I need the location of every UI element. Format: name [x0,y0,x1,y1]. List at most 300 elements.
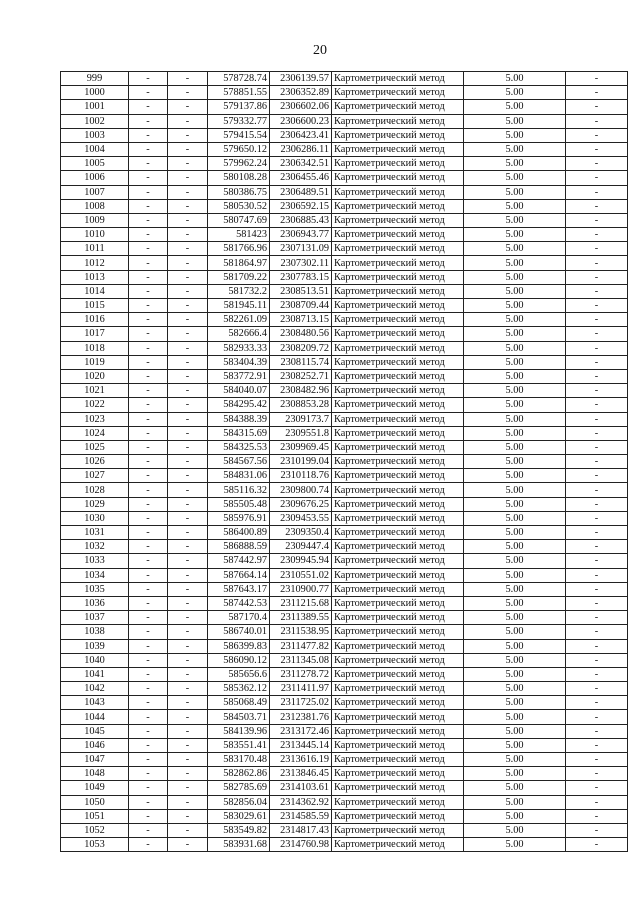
y-coordinate-cell: 2314760.98 [270,838,332,852]
y-coordinate-cell: 2310118.76 [270,469,332,483]
table-row [61,327,628,341]
prev-x-cell: - [129,710,168,724]
accuracy-cell: 5.00 [464,795,566,809]
point-number-cell: 1018 [61,341,129,355]
x-coordinate-cell: 582785.69 [208,781,270,795]
note-cell: - [566,228,628,242]
prev-x-cell: - [129,398,168,412]
table-row [61,582,628,596]
table-row [61,72,628,86]
prev-x-cell: - [129,128,168,142]
y-coordinate-cell: 2306592.15 [270,199,332,213]
method-cell: Картометрический метод [332,823,464,837]
accuracy-cell: 5.00 [464,199,566,213]
y-coordinate-cell: 2311345.08 [270,653,332,667]
prev-x-cell: - [129,838,168,852]
x-coordinate-cell: 587664.14 [208,568,270,582]
y-coordinate-cell: 2308480.56 [270,327,332,341]
accuracy-cell: 5.00 [464,299,566,313]
note-cell: - [566,767,628,781]
table-row [61,228,628,242]
accuracy-cell: 5.00 [464,809,566,823]
x-coordinate-cell: 583029.61 [208,809,270,823]
y-coordinate-cell: 2309676.25 [270,497,332,511]
x-coordinate-cell: 585976.91 [208,511,270,525]
note-cell: - [566,313,628,327]
prev-y-cell: - [168,696,208,710]
x-coordinate-cell: 587442.97 [208,554,270,568]
point-number-cell: 1022 [61,398,129,412]
x-coordinate-cell: 582856.04 [208,795,270,809]
method-cell: Картометрический метод [332,341,464,355]
method-cell: Картометрический метод [332,142,464,156]
table-row [61,596,628,610]
prev-y-cell: - [168,270,208,284]
prev-y-cell: - [168,369,208,383]
accuracy-cell: 5.00 [464,526,566,540]
note-cell: - [566,483,628,497]
prev-y-cell: - [168,781,208,795]
note-cell: - [566,270,628,284]
point-number-cell: 1005 [61,157,129,171]
method-cell: Картометрический метод [332,284,464,298]
point-number-cell: 1020 [61,369,129,383]
method-cell: Картометрический метод [332,412,464,426]
prev-y-cell: - [168,157,208,171]
note-cell: - [566,256,628,270]
y-coordinate-cell: 2306943.77 [270,228,332,242]
table-row [61,611,628,625]
method-cell: Картометрический метод [332,767,464,781]
x-coordinate-cell: 586888.59 [208,540,270,554]
note-cell: - [566,653,628,667]
prev-y-cell: - [168,100,208,114]
prev-y-cell: - [168,72,208,86]
note-cell: - [566,582,628,596]
x-coordinate-cell: 585656.6 [208,667,270,681]
prev-y-cell: - [168,823,208,837]
note-cell: - [566,682,628,696]
accuracy-cell: 5.00 [464,753,566,767]
y-coordinate-cell: 2306602.06 [270,100,332,114]
method-cell: Картометрический метод [332,710,464,724]
prev-y-cell: - [168,327,208,341]
point-number-cell: 1050 [61,795,129,809]
prev-y-cell: - [168,568,208,582]
accuracy-cell: 5.00 [464,767,566,781]
point-number-cell: 1003 [61,128,129,142]
x-coordinate-cell: 582666.4 [208,327,270,341]
method-cell: Картометрический метод [332,596,464,610]
note-cell: - [566,100,628,114]
y-coordinate-cell: 2313172.46 [270,724,332,738]
table-row [61,540,628,554]
accuracy-cell: 5.00 [464,313,566,327]
table-row [61,568,628,582]
prev-y-cell: - [168,426,208,440]
y-coordinate-cell: 2306352.89 [270,86,332,100]
point-number-cell: 1019 [61,355,129,369]
table-row [61,838,628,852]
x-coordinate-cell: 579137.86 [208,100,270,114]
method-cell: Картометрический метод [332,426,464,440]
prev-y-cell: - [168,639,208,653]
prev-y-cell: - [168,142,208,156]
prev-x-cell: - [129,724,168,738]
point-number-cell: 1004 [61,142,129,156]
y-coordinate-cell: 2306423.41 [270,128,332,142]
table-row [61,724,628,738]
x-coordinate-cell: 582261.09 [208,313,270,327]
accuracy-cell: 5.00 [464,483,566,497]
y-coordinate-cell: 2306885.43 [270,213,332,227]
method-cell: Картометрический метод [332,256,464,270]
accuracy-cell: 5.00 [464,86,566,100]
prev-y-cell: - [168,540,208,554]
note-cell: - [566,355,628,369]
x-coordinate-cell: 582933.33 [208,341,270,355]
note-cell: - [566,199,628,213]
table-row [61,682,628,696]
x-coordinate-cell: 579962.24 [208,157,270,171]
prev-x-cell: - [129,369,168,383]
y-coordinate-cell: 2314817.43 [270,823,332,837]
table-row [61,511,628,525]
table-row [61,355,628,369]
prev-y-cell: - [168,682,208,696]
x-coordinate-cell: 580747.69 [208,213,270,227]
y-coordinate-cell: 2310551.02 [270,568,332,582]
note-cell: - [566,72,628,86]
table-row [61,199,628,213]
table-row [61,100,628,114]
method-cell: Картометрический метод [332,625,464,639]
point-number-cell: 1027 [61,469,129,483]
point-number-cell: 1037 [61,611,129,625]
prev-y-cell: - [168,313,208,327]
table-row [61,639,628,653]
x-coordinate-cell: 584503.71 [208,710,270,724]
y-coordinate-cell: 2308713.15 [270,313,332,327]
note-cell: - [566,185,628,199]
x-coordinate-cell: 581864.97 [208,256,270,270]
accuracy-cell: 5.00 [464,625,566,639]
point-number-cell: 1041 [61,667,129,681]
prev-x-cell: - [129,199,168,213]
y-coordinate-cell: 2306489.51 [270,185,332,199]
table-row [61,653,628,667]
prev-x-cell: - [129,114,168,128]
y-coordinate-cell: 2308252.71 [270,369,332,383]
table-row [61,369,628,383]
x-coordinate-cell: 582862.86 [208,767,270,781]
y-coordinate-cell: 2306139.57 [270,72,332,86]
table-row [61,114,628,128]
x-coordinate-cell: 579650.12 [208,142,270,156]
accuracy-cell: 5.00 [464,440,566,454]
point-number-cell: 1034 [61,568,129,582]
prev-y-cell: - [168,455,208,469]
x-coordinate-cell: 579332.77 [208,114,270,128]
x-coordinate-cell: 581423 [208,228,270,242]
prev-x-cell: - [129,284,168,298]
prev-y-cell: - [168,171,208,185]
table-row [61,455,628,469]
method-cell: Картометрический метод [332,213,464,227]
method-cell: Картометрический метод [332,540,464,554]
y-coordinate-cell: 2313846.45 [270,767,332,781]
prev-y-cell: - [168,724,208,738]
accuracy-cell: 5.00 [464,639,566,653]
prev-x-cell: - [129,327,168,341]
table-row [61,270,628,284]
prev-x-cell: - [129,753,168,767]
x-coordinate-cell: 583170.48 [208,753,270,767]
prev-x-cell: - [129,384,168,398]
prev-y-cell: - [168,242,208,256]
prev-y-cell: - [168,412,208,426]
method-cell: Картометрический метод [332,327,464,341]
accuracy-cell: 5.00 [464,412,566,426]
method-cell: Картометрический метод [332,242,464,256]
table-row [61,440,628,454]
x-coordinate-cell: 584295.42 [208,398,270,412]
y-coordinate-cell: 2308513.51 [270,284,332,298]
accuracy-cell: 5.00 [464,157,566,171]
y-coordinate-cell: 2308115.74 [270,355,332,369]
point-number-cell: 1014 [61,284,129,298]
y-coordinate-cell: 2311725.02 [270,696,332,710]
note-cell: - [566,86,628,100]
accuracy-cell: 5.00 [464,838,566,852]
accuracy-cell: 5.00 [464,540,566,554]
point-number-cell: 1044 [61,710,129,724]
method-cell: Картометрический метод [332,696,464,710]
table-row [61,341,628,355]
accuracy-cell: 5.00 [464,114,566,128]
point-number-cell: 1052 [61,823,129,837]
table-row [61,696,628,710]
method-cell: Картометрический метод [332,270,464,284]
y-coordinate-cell: 2311389.55 [270,611,332,625]
prev-x-cell: - [129,639,168,653]
prev-y-cell: - [168,199,208,213]
note-cell: - [566,809,628,823]
method-cell: Картометрический метод [332,86,464,100]
point-number-cell: 1010 [61,228,129,242]
note-cell: - [566,327,628,341]
point-number-cell: 1015 [61,299,129,313]
x-coordinate-cell: 584325.53 [208,440,270,454]
y-coordinate-cell: 2306600.23 [270,114,332,128]
prev-x-cell: - [129,228,168,242]
accuracy-cell: 5.00 [464,497,566,511]
prev-y-cell: - [168,596,208,610]
method-cell: Картометрический метод [332,100,464,114]
method-cell: Картометрический метод [332,128,464,142]
y-coordinate-cell: 2307783.15 [270,270,332,284]
x-coordinate-cell: 583931.68 [208,838,270,852]
note-cell: - [566,369,628,383]
x-coordinate-cell: 584831.06 [208,469,270,483]
note-cell: - [566,455,628,469]
prev-x-cell: - [129,270,168,284]
table-body [61,72,628,852]
y-coordinate-cell: 2311411.97 [270,682,332,696]
y-coordinate-cell: 2314103.61 [270,781,332,795]
prev-y-cell: - [168,341,208,355]
accuracy-cell: 5.00 [464,270,566,284]
point-number-cell: 1006 [61,171,129,185]
method-cell: Картометрический метод [332,114,464,128]
prev-y-cell: - [168,128,208,142]
y-coordinate-cell: 2306342.51 [270,157,332,171]
accuracy-cell: 5.00 [464,72,566,86]
x-coordinate-cell: 583549.82 [208,823,270,837]
x-coordinate-cell: 586399.83 [208,639,270,653]
prev-x-cell: - [129,256,168,270]
table-row [61,142,628,156]
table-row [61,256,628,270]
note-cell: - [566,128,628,142]
prev-x-cell: - [129,355,168,369]
prev-x-cell: - [129,72,168,86]
note-cell: - [566,497,628,511]
prev-x-cell: - [129,540,168,554]
y-coordinate-cell: 2309969.45 [270,440,332,454]
point-number-cell: 1029 [61,497,129,511]
accuracy-cell: 5.00 [464,710,566,724]
y-coordinate-cell: 2306455.46 [270,171,332,185]
y-coordinate-cell: 2309447.4 [270,540,332,554]
point-number-cell: 1032 [61,540,129,554]
method-cell: Картометрический метод [332,682,464,696]
note-cell: - [566,171,628,185]
point-number-cell: 999 [61,72,129,86]
x-coordinate-cell: 578728.74 [208,72,270,86]
note-cell: - [566,213,628,227]
table-row [61,767,628,781]
note-cell: - [566,823,628,837]
prev-y-cell: - [168,767,208,781]
accuracy-cell: 5.00 [464,171,566,185]
method-cell: Картометрический метод [332,582,464,596]
prev-y-cell: - [168,86,208,100]
note-cell: - [566,384,628,398]
prev-y-cell: - [168,526,208,540]
y-coordinate-cell: 2313616.19 [270,753,332,767]
point-number-cell: 1053 [61,838,129,852]
method-cell: Картометрический метод [332,753,464,767]
prev-x-cell: - [129,86,168,100]
point-number-cell: 1016 [61,313,129,327]
prev-x-cell: - [129,100,168,114]
table-row [61,299,628,313]
prev-y-cell: - [168,795,208,809]
table-row [61,667,628,681]
point-number-cell: 1021 [61,384,129,398]
method-cell: Картометрический метод [332,611,464,625]
note-cell: - [566,667,628,681]
table-row [61,753,628,767]
y-coordinate-cell: 2309173.7 [270,412,332,426]
prev-y-cell: - [168,497,208,511]
point-number-cell: 1031 [61,526,129,540]
y-coordinate-cell: 2309551.8 [270,426,332,440]
point-number-cell: 1009 [61,213,129,227]
x-coordinate-cell: 583551.41 [208,738,270,752]
x-coordinate-cell: 580108.28 [208,171,270,185]
accuracy-cell: 5.00 [464,738,566,752]
x-coordinate-cell: 581709.22 [208,270,270,284]
method-cell: Картометрический метод [332,568,464,582]
accuracy-cell: 5.00 [464,653,566,667]
x-coordinate-cell: 584040.07 [208,384,270,398]
x-coordinate-cell: 585505.48 [208,497,270,511]
point-number-cell: 1028 [61,483,129,497]
prev-x-cell: - [129,313,168,327]
note-cell: - [566,242,628,256]
note-cell: - [566,440,628,454]
table-row [61,483,628,497]
method-cell: Картометрический метод [332,455,464,469]
prev-y-cell: - [168,582,208,596]
prev-y-cell: - [168,653,208,667]
accuracy-cell: 5.00 [464,398,566,412]
point-number-cell: 1049 [61,781,129,795]
prev-y-cell: - [168,398,208,412]
point-number-cell: 1026 [61,455,129,469]
point-number-cell: 1013 [61,270,129,284]
accuracy-cell: 5.00 [464,667,566,681]
point-number-cell: 1035 [61,582,129,596]
accuracy-cell: 5.00 [464,781,566,795]
point-number-cell: 1030 [61,511,129,525]
prev-x-cell: - [129,682,168,696]
note-cell: - [566,611,628,625]
table-row [61,185,628,199]
note-cell: - [566,299,628,313]
note-cell: - [566,142,628,156]
prev-x-cell: - [129,809,168,823]
method-cell: Картометрический метод [332,440,464,454]
y-coordinate-cell: 2309350.4 [270,526,332,540]
accuracy-cell: 5.00 [464,469,566,483]
point-number-cell: 1051 [61,809,129,823]
note-cell: - [566,341,628,355]
table-row [61,213,628,227]
table-row [61,738,628,752]
prev-x-cell: - [129,426,168,440]
method-cell: Картометрический метод [332,355,464,369]
accuracy-cell: 5.00 [464,823,566,837]
prev-y-cell: - [168,483,208,497]
method-cell: Картометрический метод [332,483,464,497]
prev-x-cell: - [129,611,168,625]
y-coordinate-cell: 2311538.95 [270,625,332,639]
method-cell: Картометрический метод [332,497,464,511]
accuracy-cell: 5.00 [464,568,566,582]
table-row [61,497,628,511]
accuracy-cell: 5.00 [464,696,566,710]
note-cell: - [566,753,628,767]
prev-y-cell: - [168,284,208,298]
prev-y-cell: - [168,738,208,752]
note-cell: - [566,540,628,554]
method-cell: Картометрический метод [332,809,464,823]
method-cell: Картометрический метод [332,526,464,540]
note-cell: - [566,639,628,653]
